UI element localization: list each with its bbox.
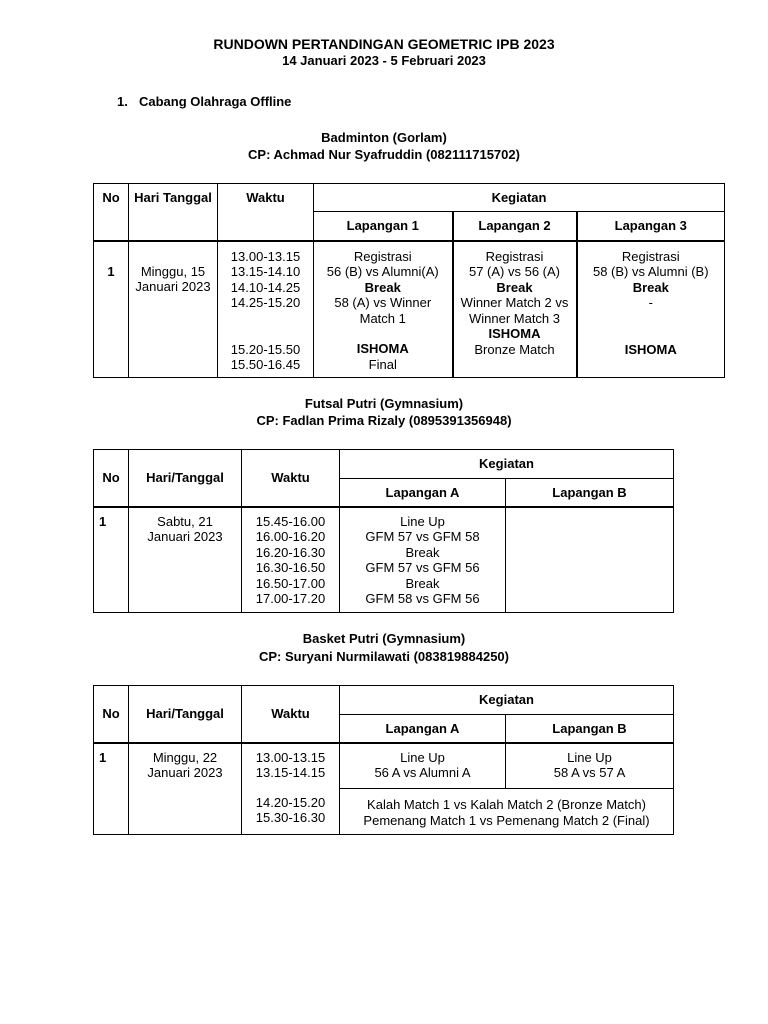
basket-table xyxy=(93,685,674,835)
col-header-lapangan-2: Lapangan 2 xyxy=(453,212,577,241)
cell-waktu xyxy=(242,743,340,835)
section-number: 1. xyxy=(117,94,128,109)
col-header-lapangan-1: Lapangan 1 xyxy=(314,212,453,241)
table-row xyxy=(94,743,674,789)
col-header-no: No xyxy=(94,686,129,743)
col-header-lapangan-b: Lapangan B xyxy=(506,479,674,507)
activity: Registrasi xyxy=(353,248,412,264)
time-slot: 17.00-17.20 xyxy=(255,591,326,606)
activity: Registrasi xyxy=(621,248,680,264)
col-header-kegiatan: Kegiatan xyxy=(340,686,674,715)
activity: - xyxy=(648,295,653,310)
activity: Bronze Match xyxy=(474,341,555,357)
spacer xyxy=(314,326,452,341)
col-header-waktu: Waktu xyxy=(242,450,340,507)
col-header-kegiatan: Kegiatan xyxy=(340,450,674,479)
activity: ISHOMA xyxy=(356,341,409,356)
cell-hari: Sabtu, 21 Januari 2023 xyxy=(129,507,242,613)
futsal-table xyxy=(93,449,674,613)
basket-heading: Basket Putri (Gymnasium) xyxy=(302,631,466,646)
time-slot: 15.45-16.00 xyxy=(255,513,326,529)
activity: GFM 57 vs GFM 58 xyxy=(365,529,480,544)
cell-lapangan-2 xyxy=(453,241,577,378)
spacer xyxy=(578,311,725,342)
time-slot: 14.10-14.25 xyxy=(230,279,301,295)
time-slot: 13.15-14.15 xyxy=(255,765,326,780)
cell-lapangan-b xyxy=(506,507,674,613)
section-heading xyxy=(117,94,291,109)
activity: Line Up xyxy=(567,749,612,765)
col-header-waktu: Waktu xyxy=(242,686,340,743)
col-header-kegiatan: Kegiatan xyxy=(314,184,725,212)
table-row xyxy=(94,241,725,378)
activity: 58 A vs 57 A xyxy=(553,765,626,780)
col-header-lapangan-a: Lapangan A xyxy=(340,715,506,743)
cell-hari: Minggu, 15 Januari 2023 xyxy=(129,241,218,378)
basket-cp: CP: Suryani Nurmilawati (083819884250) xyxy=(258,649,509,664)
col-header-no: No xyxy=(94,450,129,507)
col-header-hari: Hari Tanggal xyxy=(129,184,218,241)
badminton-cp: CP: Achmad Nur Syafruddin (082111715702) xyxy=(248,147,520,162)
activity: Break xyxy=(496,279,533,295)
activity: Line Up xyxy=(400,749,445,765)
time-slot: 13.00-13.15 xyxy=(230,248,301,264)
time-slot: 16.30-16.50 xyxy=(255,560,326,575)
cell-waktu xyxy=(242,507,340,613)
spacer xyxy=(218,311,313,327)
cell-lapangan-a xyxy=(340,743,506,789)
cell-lapangan-b xyxy=(506,743,674,789)
col-header-lapangan-b: Lapangan B xyxy=(506,715,674,743)
cell-waktu xyxy=(218,241,314,378)
cell-lapangan-3 xyxy=(577,241,725,378)
time-slot: 16.00-16.20 xyxy=(255,529,326,544)
badminton-table xyxy=(93,183,725,378)
activity: 56 (B) vs Alumni(A) xyxy=(326,264,439,279)
document-title: RUNDOWN PERTANDINGAN GEOMETRIC IPB 2023 xyxy=(213,36,555,52)
badminton-heading: Badminton (Gorlam) xyxy=(321,130,447,145)
col-header-no: No xyxy=(94,184,129,241)
col-header-lapangan-3: Lapangan 3 xyxy=(577,212,725,241)
activity: Break xyxy=(405,544,440,560)
time-slot: 15.50-16.45 xyxy=(230,357,301,372)
cell-no: 1 xyxy=(94,743,129,835)
time-slot: 15.30-16.30 xyxy=(255,810,326,825)
time-slot: 16.50-17.00 xyxy=(255,575,326,591)
spacer xyxy=(242,781,339,795)
activity: 57 (A) vs 56 (A) xyxy=(468,264,561,279)
time-slot: 13.00-13.15 xyxy=(255,749,326,765)
section-label: Cabang Olahraga Offline xyxy=(139,94,292,109)
activity: Kalah Match 1 vs Kalah Match 2 (Bronze Match) xyxy=(367,797,646,812)
activity: GFM 57 vs GFM 56 xyxy=(365,560,480,575)
col-header-hari: Hari/Tanggal xyxy=(129,686,242,743)
time-slot: 14.20-15.20 xyxy=(255,794,326,810)
cell-hari: Minggu, 22 Januari 2023 xyxy=(129,743,242,835)
time-slot: 15.20-15.50 xyxy=(230,341,301,357)
cell-merged-lapangan xyxy=(340,789,674,835)
activity: Break xyxy=(364,279,401,295)
table-row xyxy=(94,507,674,613)
col-header-hari: Hari/Tanggal xyxy=(129,450,242,507)
activity: 58 (B) vs Alumni (B) xyxy=(592,264,709,279)
spacer xyxy=(218,327,313,342)
activity: ISHOMA xyxy=(624,341,677,357)
activity: GFM 58 vs GFM 56 xyxy=(365,591,480,606)
col-header-waktu: Waktu xyxy=(218,184,314,241)
activity: Break xyxy=(632,279,669,295)
activity: Registrasi xyxy=(485,248,544,264)
futsal-heading: Futsal Putri (Gymnasium) xyxy=(304,396,464,411)
cell-no: 1 xyxy=(94,241,129,378)
activity: Pemenang Match 1 vs Pemenang Match 2 (Final) xyxy=(363,812,650,828)
date-range: 14 Januari 2023 - 5 Februari 2023 xyxy=(282,53,486,68)
activity: 56 A vs Alumni A xyxy=(374,765,471,780)
time-slot: 13.15-14.10 xyxy=(230,264,301,279)
activity: ISHOMA xyxy=(488,326,541,341)
activity: 58 (A) vs Winner Match 1 xyxy=(334,295,432,326)
activity: Break xyxy=(405,575,440,591)
activity: Winner Match 2 vs Winner Match 3 xyxy=(460,295,569,326)
futsal-cp: CP: Fadlan Prima Rizaly (0895391356948) xyxy=(256,413,512,428)
activity: Line Up xyxy=(400,513,445,529)
time-slot: 14.25-15.20 xyxy=(230,295,301,310)
activity: Final xyxy=(368,356,397,372)
col-header-lapangan-a: Lapangan A xyxy=(340,479,506,507)
time-slot: 16.20-16.30 xyxy=(255,544,326,560)
cell-lapangan-1 xyxy=(314,241,453,378)
cell-lapangan-a xyxy=(340,507,506,613)
cell-no: 1 xyxy=(94,507,129,613)
